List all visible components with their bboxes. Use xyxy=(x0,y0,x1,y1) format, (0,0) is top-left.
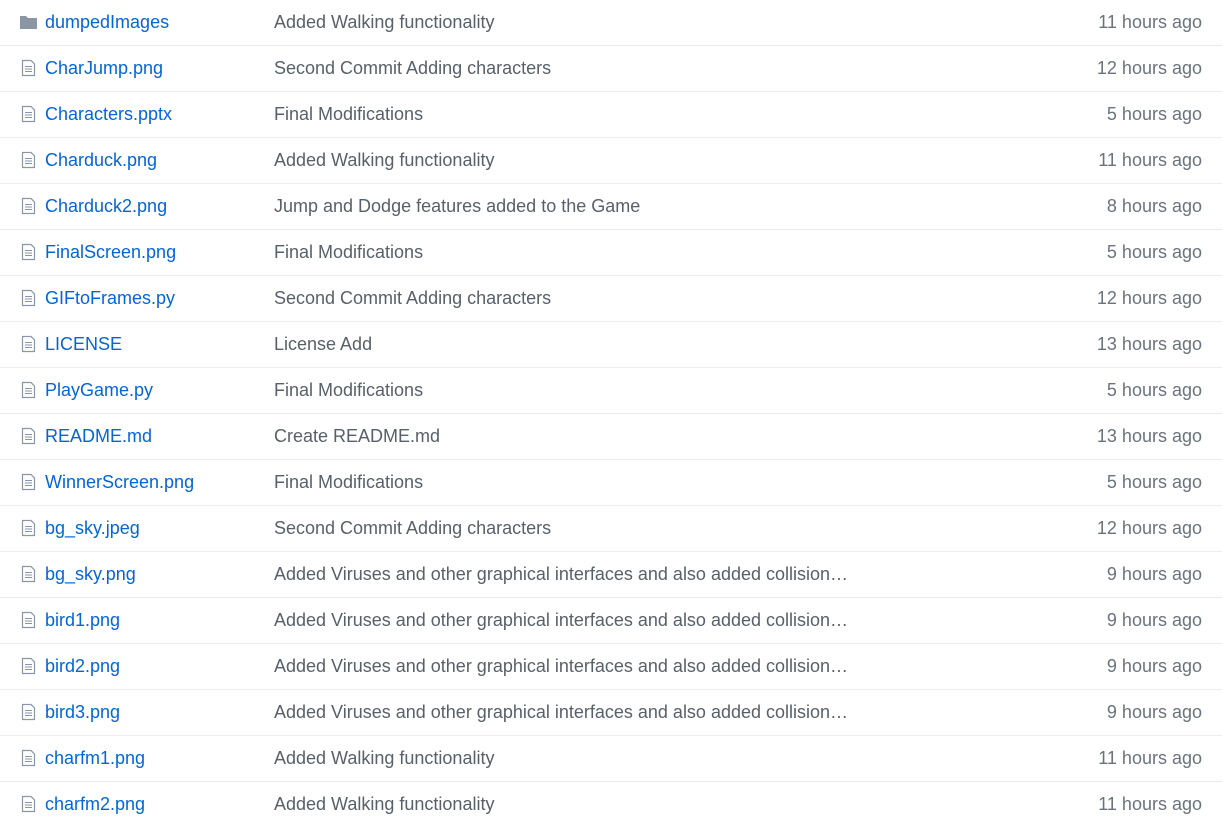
file-icon xyxy=(20,427,37,445)
file-row xyxy=(0,46,1222,92)
file-name-link[interactable]: LICENSE xyxy=(45,334,123,354)
commit-message-link[interactable]: Final Modifications xyxy=(274,472,424,492)
commit-age: 5 hours ago xyxy=(1106,242,1202,262)
file-row xyxy=(0,92,1222,138)
file-row xyxy=(0,276,1222,322)
file-row xyxy=(0,460,1222,506)
file-row xyxy=(0,414,1222,460)
commit-age: 5 hours ago xyxy=(1106,104,1202,124)
file-icon xyxy=(20,519,37,537)
file-icon xyxy=(20,703,37,721)
commit-age: 9 hours ago xyxy=(1106,610,1202,630)
file-icon xyxy=(20,289,37,307)
file-row xyxy=(0,368,1222,414)
folder-icon xyxy=(20,13,37,31)
file-name-link[interactable]: bg_sky.png xyxy=(45,564,136,584)
file-icon xyxy=(20,151,37,169)
commit-message-link[interactable]: Added Walking functionality xyxy=(274,748,495,768)
commit-message-link[interactable]: Added Walking functionality xyxy=(274,12,495,32)
file-name-link[interactable]: README.md xyxy=(45,426,153,446)
commit-age: 12 hours ago xyxy=(1096,288,1202,308)
commit-message-link[interactable]: Second Commit Adding characters xyxy=(274,288,552,308)
commit-age: 11 hours ago xyxy=(1098,748,1202,768)
file-name-link[interactable]: bird3.png xyxy=(45,702,121,722)
commit-message-link[interactable]: Second Commit Adding characters xyxy=(274,58,552,78)
file-icon xyxy=(20,473,37,491)
file-name-link[interactable]: FinalScreen.png xyxy=(45,242,177,262)
commit-age: 11 hours ago xyxy=(1098,794,1202,814)
commit-age: 9 hours ago xyxy=(1106,656,1202,676)
commit-age: 11 hours ago xyxy=(1098,150,1202,170)
file-name-link[interactable]: charfm1.png xyxy=(45,748,146,768)
file-icon xyxy=(20,197,37,215)
file-row xyxy=(0,644,1222,690)
commit-age: 12 hours ago xyxy=(1096,58,1202,78)
commit-message-link[interactable]: Added Viruses and other graphical interfaces and also added collision… xyxy=(274,656,849,676)
file-name-link[interactable]: GIFtoFrames.py xyxy=(45,288,176,308)
commit-message-link[interactable]: Final Modifications xyxy=(274,104,424,124)
file-icon xyxy=(20,105,37,123)
commit-message-link[interactable]: Second Commit Adding characters xyxy=(274,518,552,538)
commit-message-link[interactable]: Final Modifications xyxy=(274,380,424,400)
file-icon xyxy=(20,795,37,813)
commit-message-link[interactable]: Final Modifications xyxy=(274,242,424,262)
file-icon xyxy=(20,381,37,399)
file-name-link[interactable]: Charduck.png xyxy=(45,150,158,170)
file-name-link[interactable]: CharJump.png xyxy=(45,58,164,78)
commit-age: 13 hours ago xyxy=(1096,426,1202,446)
commit-age: 5 hours ago xyxy=(1106,380,1202,400)
file-row xyxy=(0,506,1222,552)
file-row xyxy=(0,736,1222,782)
commit-message-link[interactable]: Added Viruses and other graphical interfaces and also added collision… xyxy=(274,702,849,722)
file-name-link[interactable]: PlayGame.py xyxy=(45,380,154,400)
file-name-link[interactable]: Charduck2.png xyxy=(45,196,168,216)
file-row xyxy=(0,598,1222,644)
file-row xyxy=(0,138,1222,184)
file-icon xyxy=(20,335,37,353)
file-icon xyxy=(20,611,37,629)
file-row xyxy=(0,0,1222,46)
file-name-link[interactable]: bird2.png xyxy=(45,656,121,676)
file-row xyxy=(0,782,1222,827)
file-row xyxy=(0,184,1222,230)
file-name-link[interactable]: WinnerScreen.png xyxy=(45,472,195,492)
file-icon xyxy=(20,243,37,261)
commit-age: 8 hours ago xyxy=(1106,196,1202,216)
commit-age: 9 hours ago xyxy=(1106,702,1202,722)
file-icon xyxy=(20,749,37,767)
file-name-link[interactable]: bg_sky.jpeg xyxy=(45,518,140,538)
commit-age: 13 hours ago xyxy=(1096,334,1202,354)
file-row xyxy=(0,690,1222,736)
file-row xyxy=(0,552,1222,598)
file-icon xyxy=(20,657,37,675)
commit-message-link[interactable]: License Add xyxy=(274,334,373,354)
commit-message-link[interactable]: Jump and Dodge features added to the Game xyxy=(274,196,641,216)
commit-message-link[interactable]: Added Viruses and other graphical interfaces and also added collision… xyxy=(274,564,849,584)
commit-message-link[interactable]: Added Walking functionality xyxy=(274,150,495,170)
file-name-link[interactable]: dumpedImages xyxy=(45,12,170,32)
file-name-link[interactable]: Characters.pptx xyxy=(45,104,173,124)
file-icon xyxy=(20,59,37,77)
commit-message-link[interactable]: Added Walking functionality xyxy=(274,794,495,814)
commit-age: 11 hours ago xyxy=(1098,12,1202,32)
commit-age: 12 hours ago xyxy=(1096,518,1202,538)
commit-message-link[interactable]: Create README.md xyxy=(274,426,441,446)
commit-message-link[interactable]: Added Viruses and other graphical interfaces and also added collision… xyxy=(274,610,849,630)
commit-age: 5 hours ago xyxy=(1106,472,1202,492)
file-icon xyxy=(20,565,37,583)
file-name-link[interactable]: bird1.png xyxy=(45,610,121,630)
file-row xyxy=(0,322,1222,368)
file-name-link[interactable]: charfm2.png xyxy=(45,794,146,814)
commit-age: 9 hours ago xyxy=(1106,564,1202,584)
file-row xyxy=(0,230,1222,276)
